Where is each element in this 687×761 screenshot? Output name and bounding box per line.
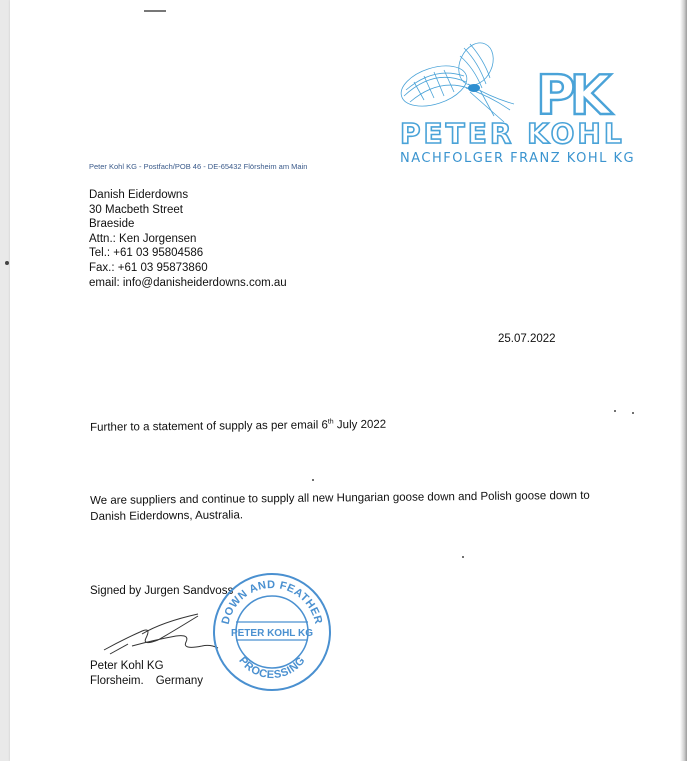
scan-speck xyxy=(462,556,464,558)
recipient-line: email: info@danisheiderdowns.com.au xyxy=(89,276,287,289)
body-paragraph-statement: We are suppliers and continue to supply all new Hungarian goose down and Polish goose down to Danish Eiderdowns, Australia. xyxy=(90,489,590,523)
company-logo xyxy=(394,38,644,173)
recipient-line: Tel.: +61 03 95804586 xyxy=(89,247,204,260)
scan-speck xyxy=(632,412,634,414)
pk-monogram xyxy=(534,66,644,118)
scan-edge-shadow xyxy=(680,0,687,761)
feather-fly-icon xyxy=(394,38,519,128)
para1-ordinal: th xyxy=(327,418,334,426)
scan-mark xyxy=(144,10,166,12)
letter-date: 25.07.2022 xyxy=(498,333,556,345)
scan-speck xyxy=(614,410,616,412)
para1-text: Further to a statement of supply as per email 6 xyxy=(90,419,328,434)
recipient-line: Danish Eiderdowns xyxy=(89,189,189,201)
company-stamp xyxy=(210,570,334,694)
location-line xyxy=(90,674,203,689)
recipient-line: Braeside xyxy=(89,218,135,231)
svg-text:PK: PK xyxy=(536,66,606,118)
para1-text-end: July 2022 xyxy=(333,418,387,432)
company-name: PETER KOHL xyxy=(400,117,625,150)
scan-speck xyxy=(5,261,9,265)
signed-by-line: Signed by Jurgen Sandvoss xyxy=(90,585,234,597)
country: Germany xyxy=(155,675,203,687)
recipient-address xyxy=(89,188,287,290)
stamp-arc-bottom: PROCESSING xyxy=(236,654,308,682)
stamp-center-text: PETER KOHL KG xyxy=(230,628,314,639)
letter-page xyxy=(10,0,680,761)
handwritten-signature xyxy=(102,610,222,658)
sender-return-address: Peter Kohl KG - Postfach/POB 46 - DE-65432 Flörsheim am Main xyxy=(89,162,308,171)
scan-speck xyxy=(312,479,314,481)
closing-company xyxy=(90,659,203,689)
recipient-line: Fax.: +61 03 95873860 xyxy=(89,261,208,274)
company-name-line: Peter Kohl KG xyxy=(90,660,164,672)
recipient-line: 30 Macbeth Street xyxy=(89,203,183,216)
body-paragraph-reference xyxy=(90,418,386,434)
stamp-arc-top: DOWN AND FEATHER xyxy=(219,578,325,626)
company-subtitle: NACHFOLGER FRANZ KOHL KG xyxy=(400,151,636,166)
recipient-line: Attn.: Ken Jorgensen xyxy=(89,232,197,245)
city: Florsheim. xyxy=(90,675,144,687)
